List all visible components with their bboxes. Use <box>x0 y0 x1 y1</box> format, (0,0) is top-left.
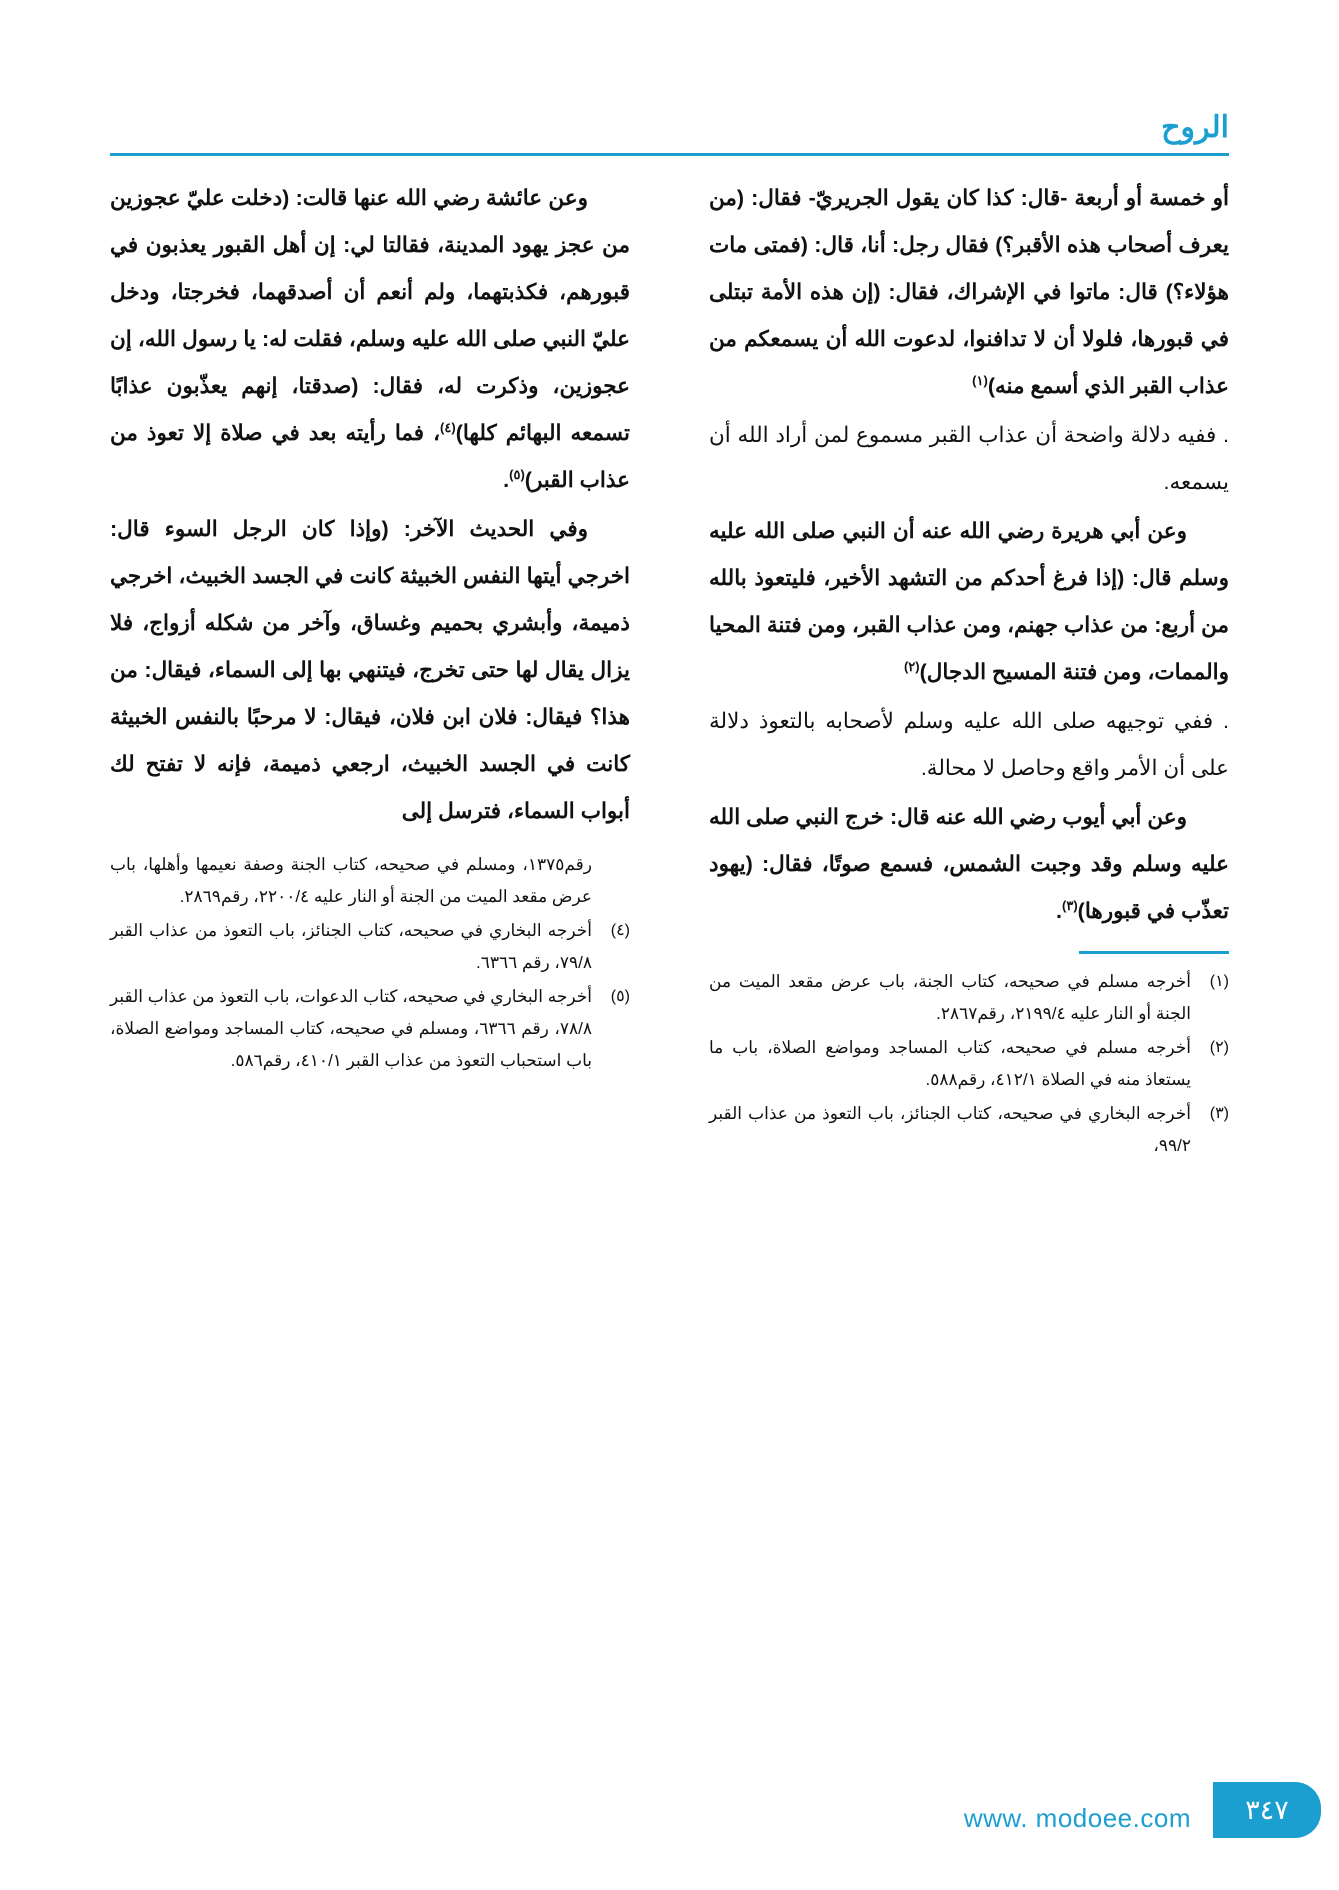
paragraph: وعن عائشة رضي الله عنها قالت: (دخلت عليّ عجوزين من عجز يهود المدينة، فقالتا لي: إن أهل القبور يعذبون في قبورهم، فكذبتهما، ولم أنعم أن أصدقهما، فخرجتا، ودخل عليّ النبي صلى الله عليه وسلم، فقلت له: يا رسول الله، إن عجوزين، وذكرت له، فقال: (صدقتا، إنهم يعذّبون عذابًا تسمعه البهائم كلها)$^{(٤)}$، فما رأيته بعد في صلاة إلا تعوذ من عذاب القبر)$^{(٥)}$. <box>110 186 630 492</box>
footnote-ref-2: (٢) <box>903 658 920 674</box>
column-right <box>709 175 1229 1164</box>
paragraph: . ففيه دلالة واضحة أن عذاب القبر مسموع لمن أراد الله أن يسمعه. <box>709 423 1229 494</box>
footnote-marker: (٥) <box>610 988 630 1005</box>
text-columns <box>110 175 1229 1735</box>
paragraph: أو خمسة أو أربعة -قال: كذا كان يقول الجريريّ- فقال: (من يعرف أصحاب هذه الأقبر؟) فقال رجل: أنا، قال: (فمتى مات هؤلاء؟) قال: ماتوا في الإشراك، فقال: (إن هذه الأمة تبتلى في قبورها، فلولا أن لا تدافنوا، لدعوت الله أن يسمعكم من عذاب القبر الذي أسمع منه)$^{(١)}$ <box>709 186 1229 398</box>
footnote-marker: (١) <box>1209 973 1229 990</box>
footnote-item <box>709 1098 1229 1162</box>
footnote-ref-4: (٤) <box>440 419 456 435</box>
footnote-marker: (٣) <box>1209 1105 1229 1122</box>
footnote-item <box>709 1032 1229 1096</box>
header-divider <box>110 153 1229 156</box>
paragraph: وفي الحديث الآخر: (وإذا كان الرجل السوء قال: اخرجي أيتها النفس الخبيثة كانت في الجسد الخبيث، اخرجي ذميمة، وأبشري بحميم وغساق، وآخر من شكله أزواج، فلا يزال يقال لها حتى تخرج، فيتنهي بها إلى السماء، فيقال: من هذا؟ فيقال: فلان ابن فلان، فيقال: لا مرحبًا بالنفس الخبيثة كانت في الجسد الخبيث، ارجعي ذميمة، فإنه لا تفتح لك أبواب السماء، فترسل إلى <box>110 517 630 823</box>
book-title: الروح <box>1161 111 1229 144</box>
paragraph: وعن أبي أيوب رضي الله عنه قال: خرج النبي صلى الله عليه وسلم وقد وجبت الشمس، فسمع صوتًا، فقال: (يهود تعذّب في قبورها)$^{(٣)}$. <box>709 805 1229 923</box>
page-footer <box>0 1770 1339 1890</box>
footnote-item <box>110 849 630 913</box>
footnote-list-left <box>110 849 630 1077</box>
footnote-ref-1: (١) <box>972 372 988 388</box>
site-url[interactable]: www. modoee.com <box>963 1803 1191 1833</box>
footnote-ref-3: (٣) <box>1061 897 1078 913</box>
footnote-list-right <box>709 966 1229 1162</box>
page-number: ٣٤٧ <box>1213 1782 1321 1838</box>
paragraph: . ففي توجيهه صلى الله عليه وسلم لأصحابه بالتعوذ دلالة على أن الأمر واقع وحاصل لا محالة. <box>709 709 1229 780</box>
page-header <box>110 110 1229 156</box>
footnote-text: أخرجه مسلم في صحيحه، كتاب الجنة، باب عرض مقعد الميت من الجنة أو النار عليه ٢١٩٩/٤، رقم٢٨٦٧. <box>709 972 1191 1023</box>
footnote-ref-5: (٥) <box>509 466 525 482</box>
footnote-marker: (٤) <box>610 922 630 939</box>
footnote-text: أخرجه مسلم في صحيحه، كتاب المساجد ومواضع الصلاة، باب ما يستعاذ منه في الصلاة ٤١٢/١، رقم٥٨٨. <box>709 1038 1191 1089</box>
footnote-text: رقم١٣٧٥، ومسلم في صحيحه، كتاب الجنة وصفة نعيمها وأهلها، باب عرض مقعد الميت من الجنة أو النار عليه ٢٢٠٠/٤، رقم٢٨٦٩. <box>110 855 592 906</box>
footnote-marker: (٢) <box>1209 1039 1229 1056</box>
footnote-text: أخرجه البخاري في صحيحه، كتاب الجنائز، باب التعوذ من عذاب القبر ٧٩/٨، رقم ٦٣٦٦. <box>110 921 592 972</box>
footnote-item <box>709 966 1229 1030</box>
footnote-item <box>110 981 630 1077</box>
footnote-text: أخرجه البخاري في صحيحه، كتاب الجنائز، باب التعوذ من عذاب القبر ٩٩/٢، <box>709 1104 1191 1155</box>
paragraph: وعن أبي هريرة رضي الله عنه أن النبي صلى الله عليه وسلم قال: (إذا فرغ أحدكم من التشهد الأخير، فليتعوذ بالله من أربع: من عذاب جهنم، ومن عذاب القبر، ومن فتنة المحيا والممات، ومن فتنة المسيح الدجال)$^{(٢)}$ <box>709 519 1229 684</box>
footnote-text: أخرجه البخاري في صحيحه، كتاب الدعوات، باب التعوذ من عذاب القبر ٧٨/٨، رقم ٦٣٦٦، ومسلم في صحيحه، كتاب المساجد ومواضع الصلاة، باب استحباب التعوذ من عذاب القبر ٤١٠/١، رقم٥٨٦. <box>110 987 592 1070</box>
footnote-divider <box>1079 951 1229 954</box>
footnote-item <box>110 915 630 979</box>
column-left <box>110 175 630 1079</box>
